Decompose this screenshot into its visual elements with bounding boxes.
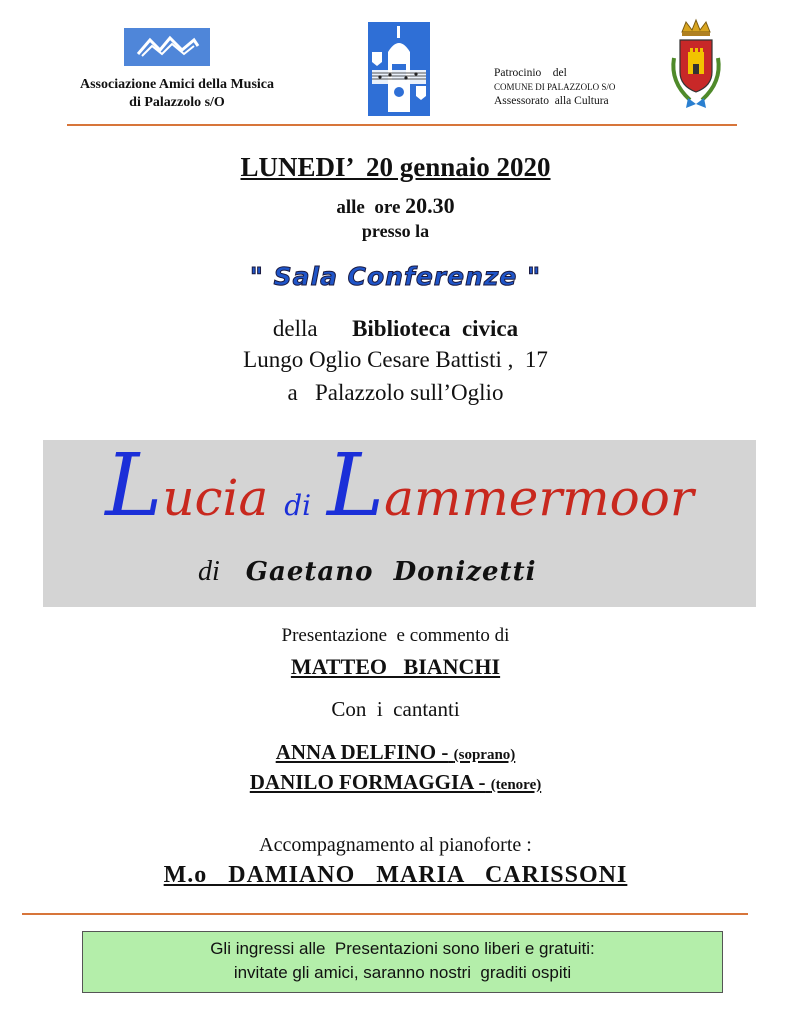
composer-line — [198, 556, 536, 588]
city-line: a Palazzolo sull’Oglio — [287, 380, 504, 405]
street-address: Lungo Oglio Cesare Battisti , 17 — [243, 347, 548, 372]
header-divider — [67, 124, 737, 126]
patronage-line1: Patrocinio del — [494, 67, 567, 79]
pianist-name: M.o DAMIANO MARIA CARISSONI — [163, 862, 628, 888]
composer-prefix: di — [198, 556, 220, 587]
singer-2 — [0, 770, 791, 795]
library-name: Biblioteca civica — [352, 316, 519, 341]
event-presso: presso la — [361, 221, 430, 241]
footer-divider — [22, 913, 748, 915]
venue-name: " Sala Conferenze " — [249, 262, 542, 291]
composer-name: Gaetano Donizetti — [245, 557, 537, 587]
admission-note — [82, 931, 723, 993]
singer-1-name: ANNA DELFINO - — [275, 740, 449, 764]
opera-title — [43, 436, 756, 544]
singer-1 — [0, 740, 791, 765]
singer-2-name: DANILO FORMAGGIA - — [249, 770, 486, 794]
association-name — [60, 76, 294, 112]
association-logo — [124, 28, 210, 66]
comune-logo — [664, 18, 728, 116]
association-name-line1: Associazione Amici della Musica — [79, 77, 275, 92]
singer-1-role: (soprano) — [453, 747, 516, 763]
event-date: LUNEDI’ 20 gennaio 2020 — [240, 152, 551, 182]
library-line — [0, 316, 791, 342]
piano-label: Accompagnamento al pianoforte : — [259, 834, 532, 856]
singer-2-role: (tenore) — [490, 777, 542, 793]
association-name-line2: di Palazzolo s/O — [129, 95, 225, 110]
patronage-line2: COMUNE DI PALAZZOLO S/O — [494, 82, 616, 92]
admission-note-line2: invitate gli amici, saranno nostri graditi ospiti — [233, 963, 572, 982]
opera-title-initial-2: L — [327, 436, 385, 536]
event-time-prefix: alle ore — [336, 197, 401, 218]
patronage-line3: Assessorato alla Cultura — [494, 95, 609, 107]
opera-title-di: di — [284, 489, 312, 522]
opera-title-part-2: ammermoor — [384, 469, 694, 527]
admission-note-line1: Gli ingressi alle Presentazioni sono liberi e gratuiti: — [210, 939, 595, 958]
tower-music-logo-icon — [368, 22, 430, 116]
mountain-logo-icon — [124, 28, 210, 66]
opera-title-initial-1: L — [105, 436, 163, 536]
event-time — [0, 193, 791, 219]
event-time-value: 20.30 — [405, 193, 455, 218]
opera-title-part-1: ucia — [162, 469, 269, 527]
coat-of-arms-icon — [664, 18, 728, 116]
presenter-name: MATTEO BIANCHI — [290, 654, 501, 679]
library-prefix: della — [272, 316, 318, 341]
singers-label: Con i cantanti — [331, 697, 460, 721]
patronage-text — [494, 66, 664, 108]
presentation-label: Presentazione e commento di — [281, 625, 510, 646]
center-logo — [368, 22, 430, 116]
